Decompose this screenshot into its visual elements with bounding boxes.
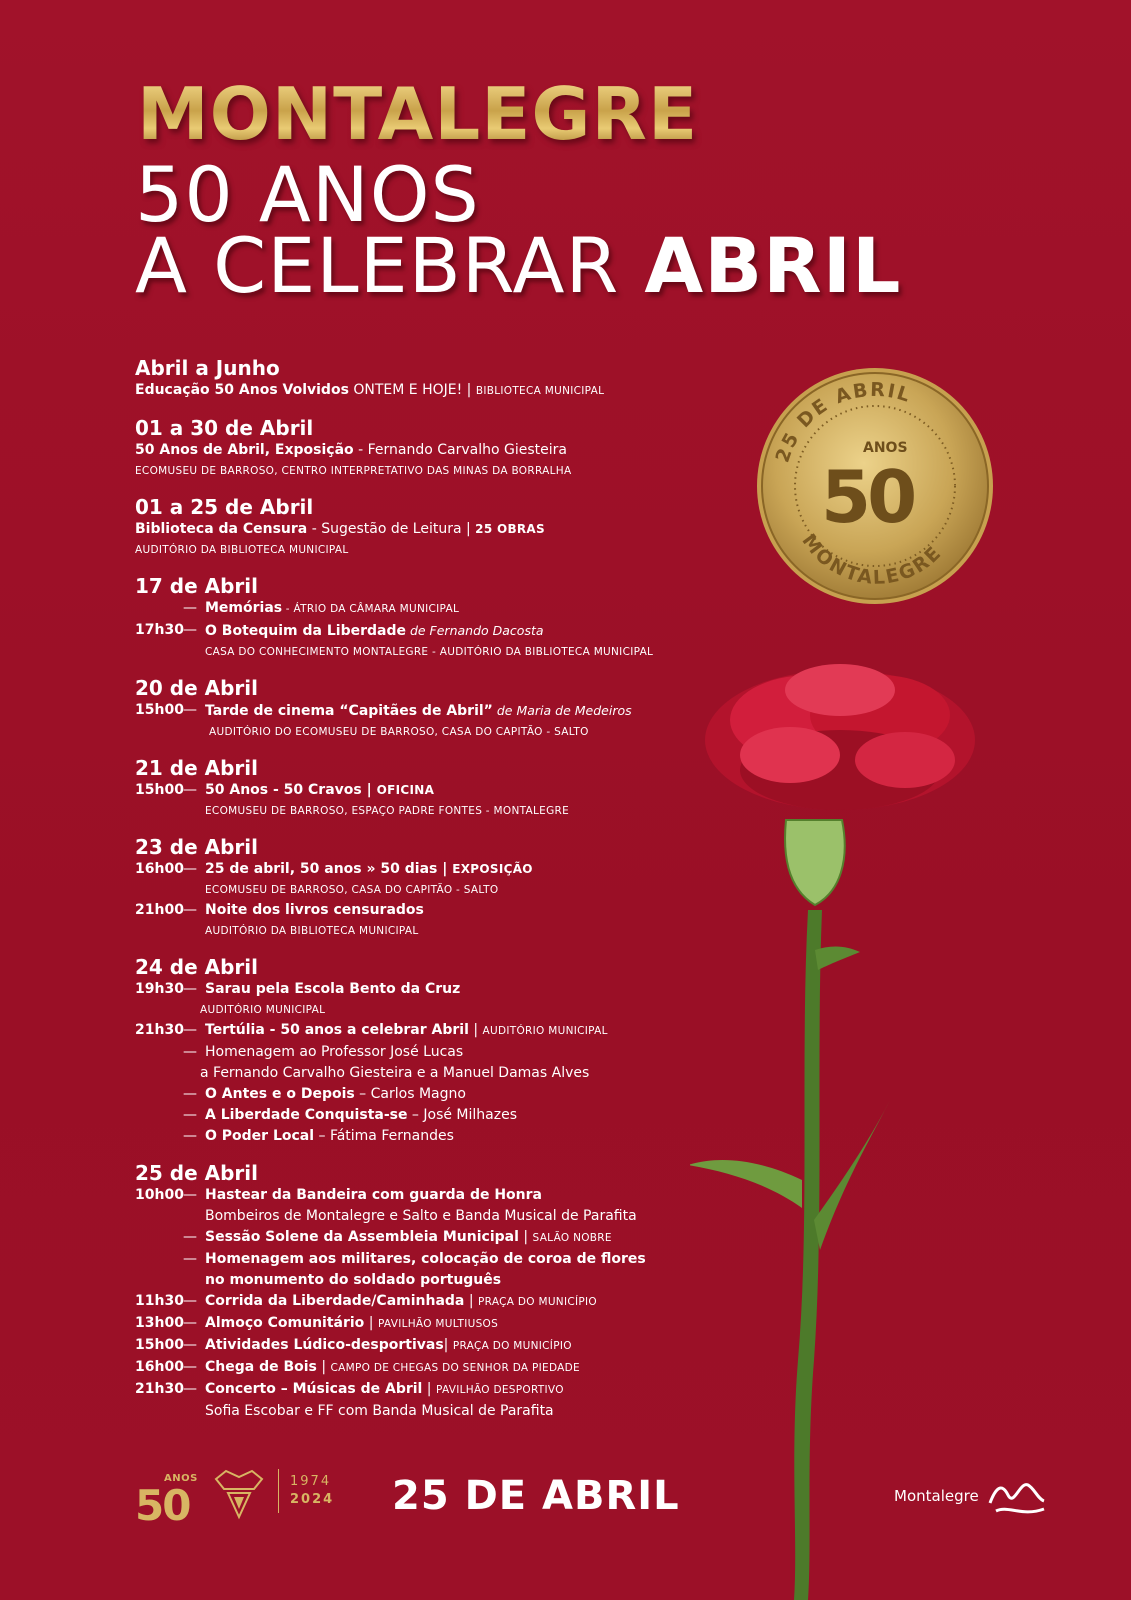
event-location: CAMPO DE CHEGAS DO SENHOR DA PIEDADE	[330, 1362, 580, 1374]
event-title: Memórias	[205, 600, 283, 616]
title-celebrar-abril	[135, 221, 902, 310]
dash: —	[183, 782, 197, 798]
event-title: Tertúlia - 50 anos a celebrar Abril	[205, 1022, 469, 1038]
event-row	[135, 1020, 755, 1042]
event-author: de Fernando Dacosta	[405, 623, 544, 638]
dash: —	[183, 1044, 197, 1060]
dash: —	[183, 1315, 197, 1331]
footer-logo-anos: ANOS	[164, 1473, 198, 1484]
footer	[0, 1455, 1131, 1565]
day-23-abril	[135, 835, 755, 941]
dash: —	[183, 902, 197, 918]
event-title: Tarde de cinema “Capitães de Abril”	[205, 703, 493, 719]
event-time: 16h00	[135, 1359, 184, 1375]
event-time: 21h00	[135, 902, 184, 918]
separator: |	[518, 1229, 533, 1245]
event-title: 50 Anos - 50 Cravos |	[205, 782, 377, 798]
event-time: 15h00	[135, 702, 184, 718]
event-subtitle: ONTEM E HOJE! |	[348, 382, 476, 398]
event-row	[135, 380, 755, 402]
event-location: CASA DO CONHECIMENTO MONTALEGRE - AUDITÓRIO DA BIBLIOTECA MUNICIPAL	[205, 646, 654, 658]
event-title: O Antes e o Depois	[205, 1086, 355, 1102]
event-row	[135, 1291, 755, 1313]
event-row	[135, 1227, 755, 1249]
event-row	[135, 1126, 755, 1147]
event-title: Almoço Comunitário	[205, 1315, 365, 1331]
event-row	[135, 440, 755, 461]
event-location: AUDITÓRIO DO ECOMUSEU DE BARROSO, CASA DO CAPITÃO - SALTO	[209, 726, 589, 738]
separator: |	[316, 1359, 331, 1375]
event-time: 11h30	[135, 1293, 184, 1309]
event-author: – Fátima Fernandes	[314, 1128, 454, 1144]
event-location: AUDITÓRIO MUNICIPAL	[482, 1025, 608, 1037]
day-heading: 23 de Abril	[135, 835, 259, 859]
footer-year-from: 1974	[290, 1474, 332, 1489]
event-title: Sarau pela Escola Bento da Cruz	[205, 981, 461, 997]
footer-date: 25 DE ABRIL	[392, 1473, 680, 1519]
event-row	[135, 1084, 755, 1105]
day-17-abril	[135, 574, 755, 662]
event-title: 50 Anos de Abril, Exposição	[135, 442, 354, 458]
dash: —	[183, 600, 197, 616]
event-location: PAVILHÃO MULTIUSOS	[377, 1318, 499, 1330]
event-title: O Poder Local	[205, 1128, 315, 1144]
event-title: Homenagem aos militares, colocação de coroa de flores	[205, 1251, 646, 1267]
event-title: Hastear da Bandeira com guarda de Honra	[205, 1187, 542, 1203]
dash: —	[183, 1229, 197, 1245]
event-title: A Liberdade Conquista-se	[205, 1107, 408, 1123]
event-time: 15h00	[135, 782, 184, 798]
day-heading: 20 de Abril	[135, 676, 259, 700]
event-location: - ÁTRIO DA CÂMARA MUNICIPAL	[282, 603, 460, 615]
event-title: Corrida da Liberdade/Caminhada	[205, 1293, 465, 1309]
dash: —	[183, 1359, 197, 1375]
event-time: 15h00	[135, 1337, 184, 1353]
event-location: BIBLIOTECA MUNICIPAL	[475, 385, 605, 397]
coin-bottom-text: MONTALEGRE	[797, 530, 947, 589]
montalegre-logo-icon	[988, 1477, 1048, 1517]
event-author: – Carlos Magno	[354, 1086, 466, 1102]
event-title: Atividades Lúdico-desportivas	[205, 1337, 444, 1353]
event-location: PRAÇA DO MUNICÍPIO	[452, 1340, 572, 1352]
title-celebrar: A CELEBRAR	[135, 221, 645, 310]
dash: —	[183, 861, 197, 877]
event-row	[135, 1105, 755, 1126]
event-title: Noite dos livros censurados	[205, 902, 424, 918]
dash: —	[183, 981, 197, 997]
event-title: O Botequim da Liberdade	[205, 623, 406, 639]
event-author: – José Milhazes	[407, 1107, 517, 1123]
event-row	[135, 620, 755, 642]
day-heading: 17 de Abril	[135, 574, 259, 598]
event-subtitle: - Sugestão de Leitura |	[307, 521, 476, 537]
separator: |	[464, 1293, 479, 1309]
coin-emblem	[755, 366, 995, 606]
day-heading: 01 a 30 de Abril	[135, 416, 314, 440]
day-heading: 24 de Abril	[135, 955, 259, 979]
dash: —	[183, 1022, 197, 1038]
footer-logo-number: 50	[135, 1481, 190, 1530]
event-time: 21h30	[135, 1381, 184, 1397]
event-row	[135, 900, 755, 921]
day-abril-junho	[135, 356, 755, 402]
day-21-abril	[135, 756, 755, 821]
event-continuation: a Fernando Carvalho Giesteira e a Manuel Damas Alves	[200, 1065, 590, 1081]
separator: |	[364, 1315, 378, 1331]
dash: —	[183, 1187, 197, 1203]
event-row	[135, 1249, 755, 1270]
event-continuation: no monumento do soldado português	[205, 1272, 502, 1288]
event-time: 21h30	[135, 1022, 184, 1038]
day-01-30-abril	[135, 416, 755, 481]
event-title: Biblioteca da Censura	[135, 521, 308, 537]
separator: |	[468, 1022, 483, 1038]
dash: —	[183, 702, 197, 718]
event-row	[135, 1379, 755, 1401]
event-time: 19h30	[135, 981, 184, 997]
dash: —	[183, 622, 197, 638]
separator: |	[443, 1337, 453, 1353]
day-heading: Abril a Junho	[135, 356, 280, 380]
event-title: Concerto – Músicas de Abril	[205, 1381, 423, 1397]
event-row	[135, 979, 755, 1000]
dash: —	[183, 1086, 197, 1102]
event-subtitle: - Fernando Carvalho Giesteira	[353, 442, 567, 458]
day-25-abril	[135, 1161, 755, 1422]
event-tag: 25 OBRAS	[475, 522, 545, 536]
footer-year-to: 2024	[290, 1492, 335, 1507]
event-time: 16h00	[135, 861, 184, 877]
event-row	[135, 1313, 755, 1335]
dash: —	[183, 1107, 197, 1123]
event-title: Educação 50 Anos Volvidos	[135, 382, 349, 398]
event-title: 25 de abril, 50 anos » 50 dias |	[205, 861, 453, 877]
event-row	[135, 1357, 755, 1379]
day-01-25-abril	[135, 495, 755, 560]
day-heading: 01 a 25 de Abril	[135, 495, 314, 519]
title-abril: ABRIL	[644, 221, 902, 310]
event-location: SALÃO NOBRE	[532, 1232, 612, 1244]
coin-anos: ANOS	[863, 440, 908, 456]
dash: —	[183, 1381, 197, 1397]
event-row	[135, 700, 755, 722]
event-continuation: Sofia Escobar e FF com Banda Musical de Parafita	[205, 1403, 554, 1419]
event-row	[135, 519, 755, 540]
event-row	[135, 598, 755, 620]
event-tag: OFICINA	[376, 783, 435, 797]
event-title: Chega de Bois	[205, 1359, 317, 1375]
event-title: Sessão Solene da Assembleia Municipal	[205, 1229, 519, 1245]
event-location: AUDITÓRIO MUNICIPAL	[200, 1004, 326, 1016]
dash: —	[183, 1337, 197, 1353]
event-location: ECOMUSEU DE BARROSO, ESPAÇO PADRE FONTES - MONTALEGRE	[205, 805, 570, 817]
footer-brand: Montalegre	[894, 1487, 979, 1505]
day-20-abril	[135, 676, 755, 742]
event-tag: EXPOSIÇÃO	[452, 862, 533, 876]
day-heading: 21 de Abril	[135, 756, 259, 780]
event-location: PRAÇA DO MUNICÍPIO	[478, 1296, 597, 1308]
event-time: 13h00	[135, 1315, 184, 1331]
day-24-abril	[135, 955, 755, 1147]
event-location: PAVILHÃO DESPORTIVO	[435, 1384, 564, 1396]
day-heading: 25 de Abril	[135, 1161, 259, 1185]
event-row	[135, 1042, 755, 1063]
title-50-anos: 50 ANOS	[135, 150, 480, 239]
event-row	[135, 780, 755, 801]
footer-divider	[278, 1469, 279, 1513]
dash: —	[183, 1251, 197, 1267]
event-continuation: Bombeiros de Montalegre e Salto e Banda Musical de Parafita	[205, 1208, 637, 1224]
event-time: 10h00	[135, 1187, 184, 1203]
coin-number: 50	[821, 455, 914, 539]
dash: —	[183, 1128, 197, 1144]
separator: |	[422, 1381, 436, 1397]
coin-top-text: 25 DE ABRIL	[771, 378, 915, 466]
event-row	[135, 1335, 755, 1357]
event-text: Homenagem ao Professor José Lucas	[205, 1044, 464, 1060]
event-location: AUDITÓRIO DA BIBLIOTECA MUNICIPAL	[135, 544, 349, 556]
title-montalegre: MONTALEGRE	[137, 72, 699, 156]
event-location: AUDITÓRIO DA BIBLIOTECA MUNICIPAL	[205, 925, 419, 937]
event-row	[135, 1185, 755, 1206]
event-time: 17h30	[135, 622, 184, 638]
dash: —	[183, 1293, 197, 1309]
event-row	[135, 859, 755, 880]
carnation-logo-icon	[212, 1469, 266, 1521]
event-location: ECOMUSEU DE BARROSO, CASA DO CAPITÃO - SALTO	[205, 884, 499, 896]
event-author: de Maria de Medeiros	[492, 703, 632, 718]
schedule	[135, 356, 755, 1436]
event-location: ECOMUSEU DE BARROSO, CENTRO INTERPRETATIVO DAS MINAS DA BORRALHA	[135, 465, 572, 477]
